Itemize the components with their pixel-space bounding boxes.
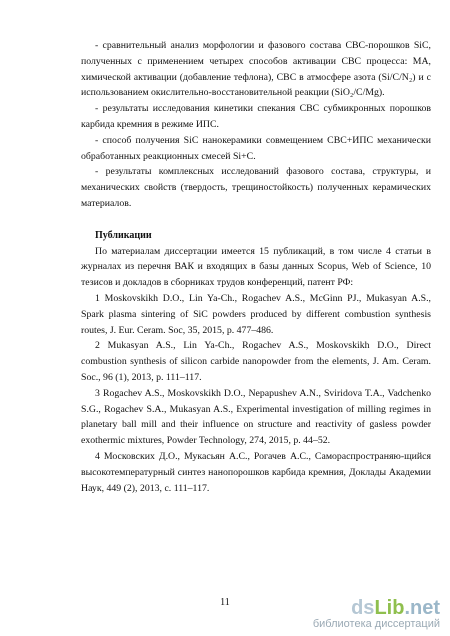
result-item-2: - результаты исследования кинетики спекания СВС субмикронных порошков карбида кремния в режиме ИПС. [81, 103, 431, 130]
watermark-logo-ds: ds [351, 597, 375, 619]
section-heading: Публикации [95, 229, 152, 241]
watermark-subtitle: библиотека диссертаций [312, 618, 440, 630]
result-item-1: - сравнительный анализ морфологии и фазового состава СВС-порошков SiC, полученных с применением четырех способов активации СВС процесса: МА, химической активации (добавление тефлона), СВС в атмосфере азота (Si/C/N₂) и с использованием окислительно-восстановительной реакции (SiO₂/C/Mg). [81, 40, 431, 99]
watermark-logo-net: .net [404, 597, 440, 619]
result-item-3: - способ получения SiC нанокерамики совмещением СВС+ИПС механически обработанных реакционных смесей Si+C. [81, 134, 431, 162]
publications-intro: По материалам диссертации имеется 15 публикаций, в том числе 4 статьи в журналах из перечня ВАК и входящих в базы данных Scopus, Web of Science, 10 тезисов и докладов в сборниках трудов конференций, патент РФ: [81, 245, 431, 289]
watermark-logo-lib: Lib [374, 597, 405, 619]
watermark-logo [313, 598, 440, 618]
watermark[interactable] [313, 598, 440, 630]
publication-item: 4 Московских Д.О., Мукасьян А.С., Рогачев А.С., Самораспространяю-щийся высокотемпературный синтез нанопорошков карбида кремния, Доклады Академии Наук, 449 (2), 2013, с. 111–117. [81, 450, 431, 494]
page-number: 11 [220, 597, 230, 608]
page-body [81, 38, 431, 496]
publication-item: 2 Mukasyan A.S., Lin Ya-Ch., Rogachev A.S., Moskovskikh D.O., Direct combustion synthesis of silicon carbide nanopowder from the elements, J. Am. Ceram. Soc., 96 (1), 2013, p. 111–117. [81, 340, 431, 383]
section-gap [81, 212, 431, 228]
publication-item: 1 Moskovskikh D.O., Lin Ya-Ch., Rogachev A.S., McGinn PJ., Mukasyan A.S., Spark plasma sintering of SiC powders produced by different combustion synthesis routes, J. Eur. Ceram. Soc, 35, 2015, p. 477–486. [81, 292, 431, 336]
publication-item: 3 Rogachev A.S., Moskovskikh D.O., Nepapushev A.N., Sviridova T.A., Vadchenko S.G., Rogachev S.A., Mukasyan A.S., Experimental investigation of milling regimes in planetary ball mill and their influence on structure and reactivity of gasless powder exothermic mixtures, Powder Technology, 274, 2015, p. 44–52. [81, 387, 431, 447]
result-item-4: - результаты комплексных исследований фазового состава, структуры, и механических свойств (твердость, трещиностойкость) полученных керамических материалов. [81, 166, 431, 209]
